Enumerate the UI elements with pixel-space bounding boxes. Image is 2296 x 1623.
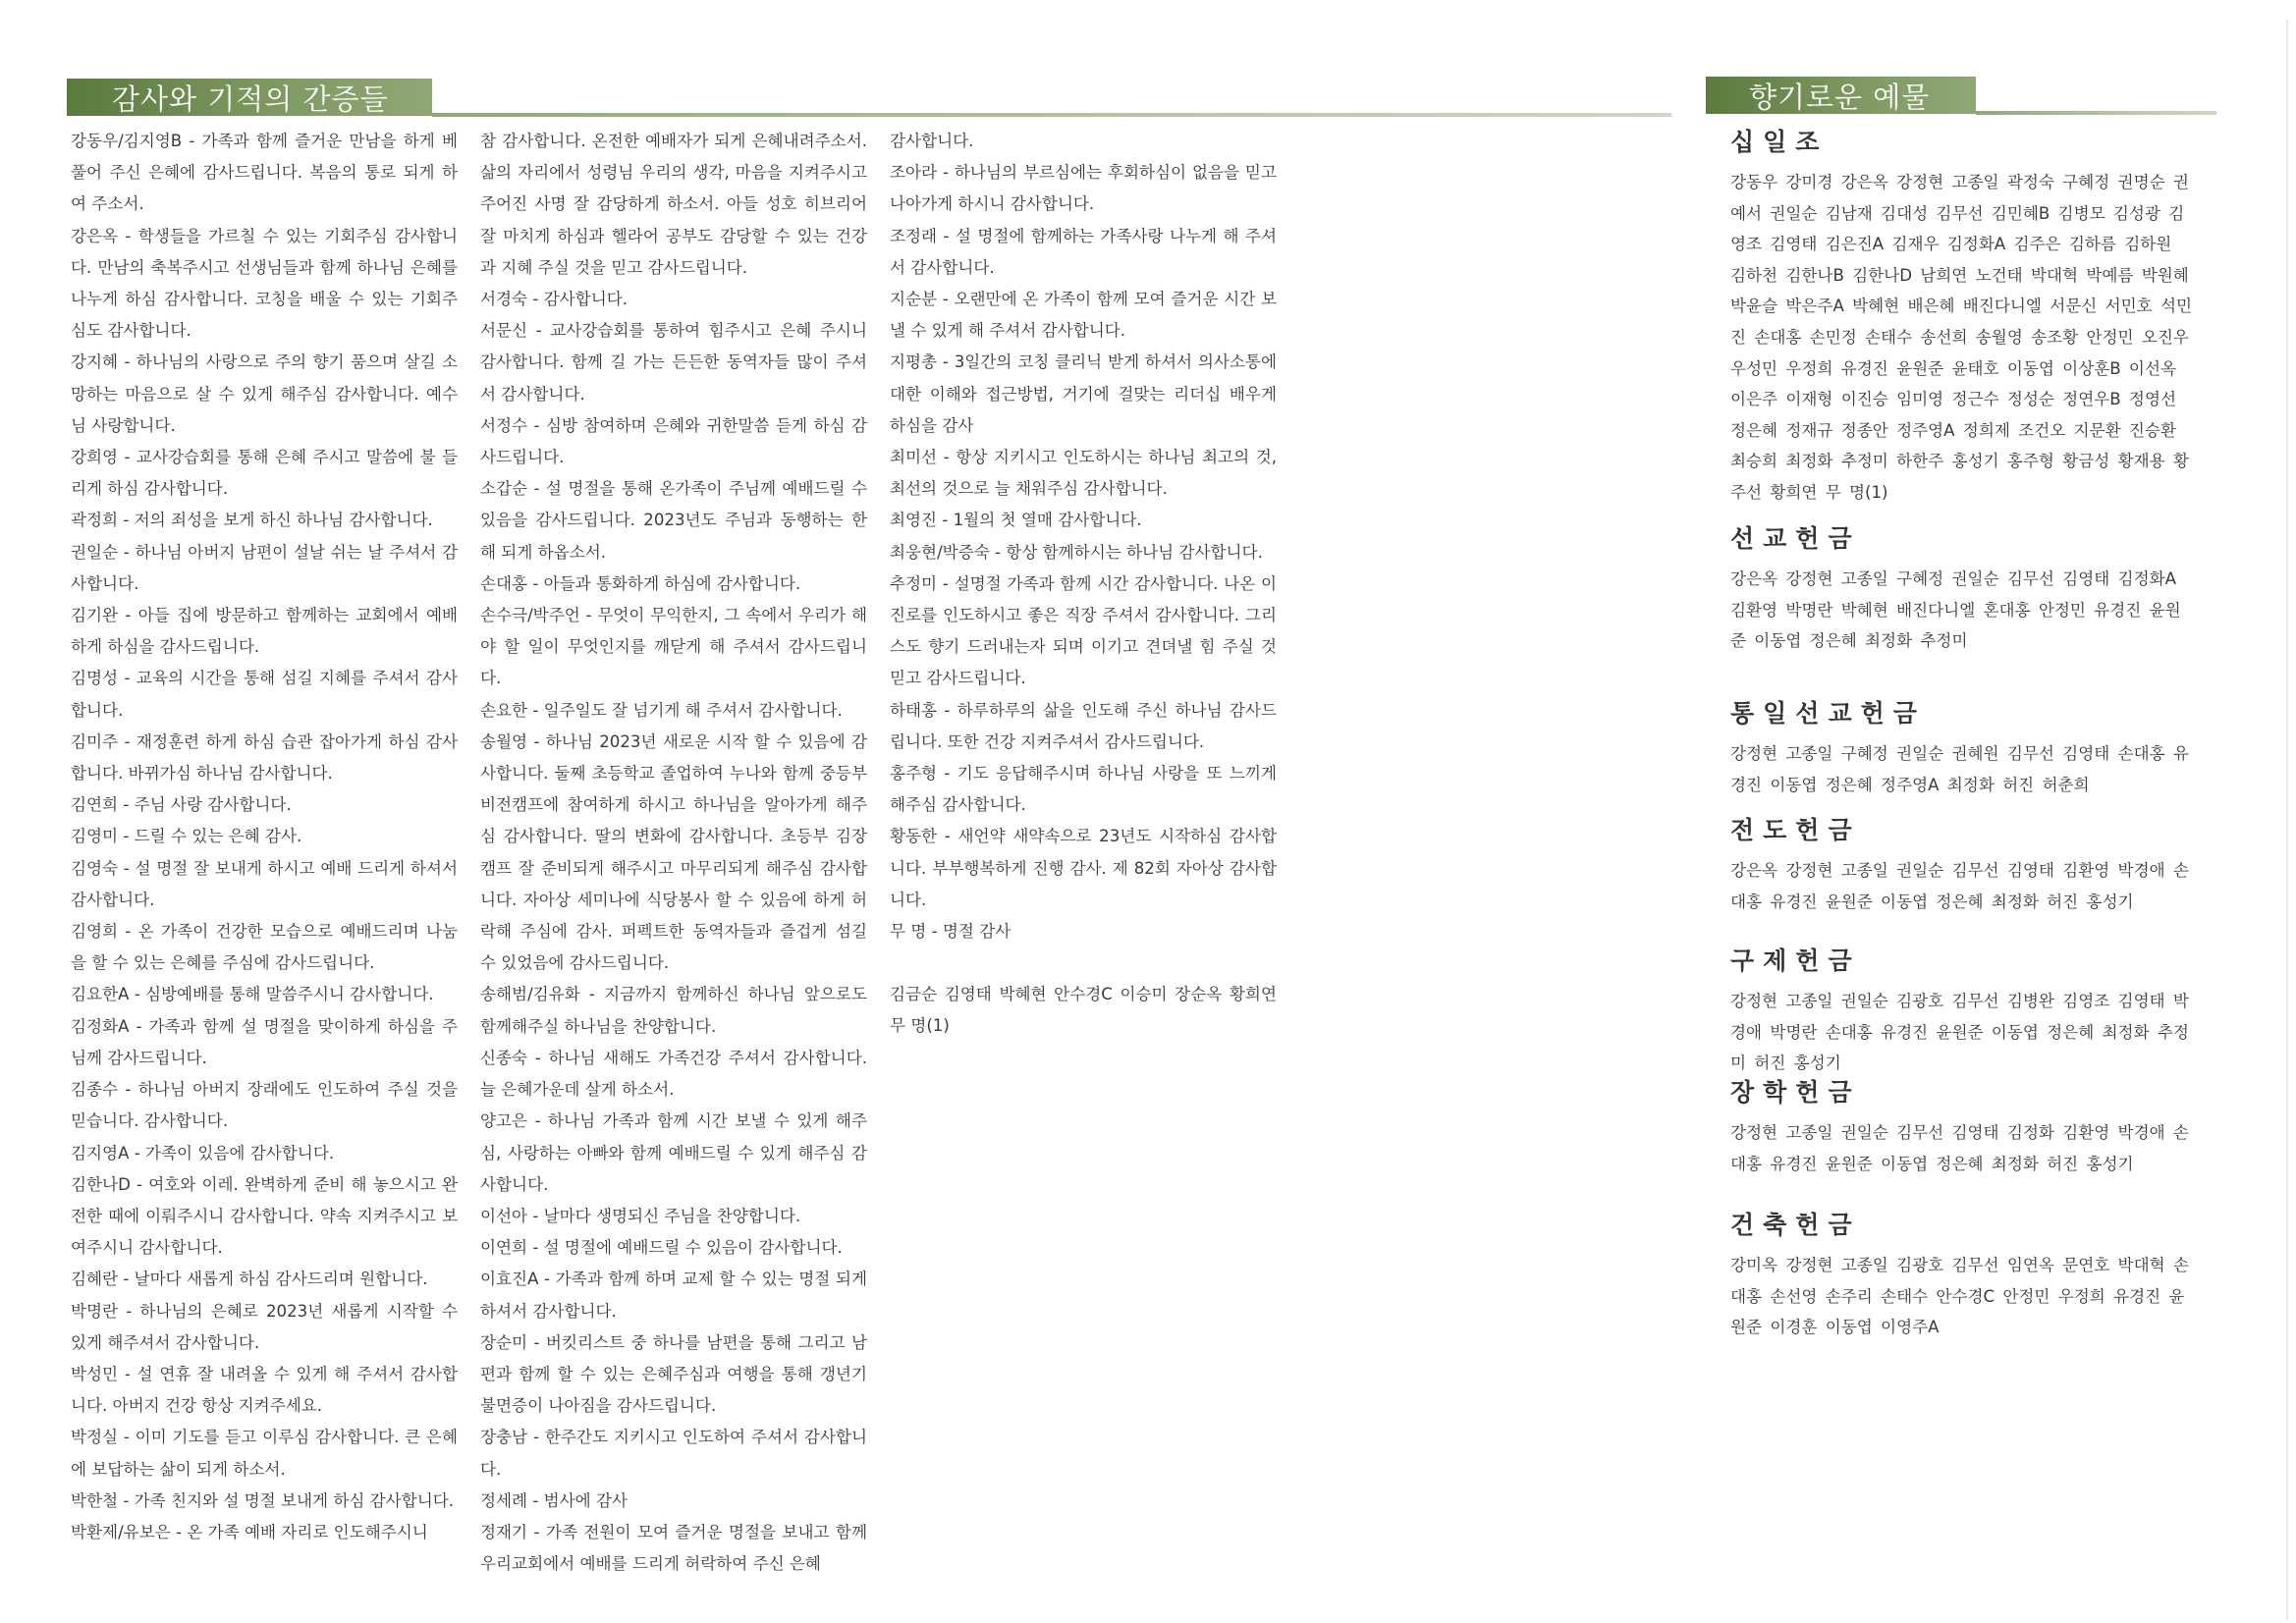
testimony-column-3 [890,126,1277,1043]
testimony-entry: 무 명 - 명절 감사 [890,922,1011,942]
testimony-entry: 김지영A - 가족이 있음에 감사합니다. [71,1143,335,1163]
testimony-entry: 정세례 - 범사에 감사 [480,1490,629,1510]
offering-section [1730,697,2192,800]
testimony-entry: 박성민 - 설 연휴 잘 내려올 수 있게 해 주셔서 감사합니다. 아버지 건강 항상 지켜주세요. [71,1364,458,1416]
testimony-entry: 김영숙 - 설 명절 잘 보내게 하시고 예배 드리게 하셔서 감사합니다. [71,858,458,909]
testimony-entry: 서경숙 - 감사합니다. [480,290,629,309]
testimony-entry: 박명란 - 하나님의 은혜로 2023년 새롭게 시작할 수 있게 해주셔서 감사합니다. [71,1301,458,1352]
offering-section-title: 전도헌금 [1730,816,1861,844]
offering-section [1730,1076,2192,1179]
testimony-entry: 서문신 - 교사강습회를 통하여 힘주시고 은혜 주시니 감사합니다. 함께 길 가는 든든한 동역자들 많이 주셔서 감사합니다. [480,321,867,404]
testimony-entry: 양고은 - 하나님 가족과 함께 시간 보낼 수 있게 해주심, 사랑하는 아빠와 함께 예배드릴 수 있게 해주심 감사합니다. [480,1111,867,1194]
testimony-entry: 지평총 - 3일간의 코칭 클리닉 받게 하셔서 의사소통에 대한 이해와 접근방법, 거기에 걸맞는 리더십 배우게 하심을 감사 [890,352,1277,435]
offering-donor-names: 강은옥 강정현 고종일 구혜정 권일순 김무선 김영태 김정화A 김환영 박명란 박혜현 배진다니엘 혼대홍 안정민 유경진 윤원준 이동엽 정은혜 최정화 추정미 [1730,569,2181,651]
offering-donor-names: 강미옥 강정현 고종일 김광호 김무선 임연옥 문연호 박대혁 손대홍 손선영 손주리 손태수 안수경C 안정민 우정희 유경진 윤원준 이경훈 이동엽 이영주A [1730,1256,2189,1337]
testimony-entry: 신종숙 - 하나님 새해도 가족건강 주셔서 감사합니다. 늘 은혜가운데 살게 하소서. [480,1048,867,1100]
testimony-entry: 서정수 - 심방 참여하며 은혜와 귀한말씀 듣게 하심 감사드립니다. [480,415,867,467]
testimony-entry: 하태홍 - 하루하루의 삶을 인도해 주신 하나님 감사드립니다. 또한 건강 지켜주셔서 감사드립니다. [890,700,1277,751]
testimony-entry: 손요한 - 일주일도 잘 넘기게 해 주셔서 감사합니다. [480,700,843,720]
testimony-column-3-entries [890,126,1277,947]
testimony-column-2 [480,126,867,1580]
offering-section [1730,1209,2192,1343]
testimony-entry: 강희영 - 교사강습회를 통해 은혜 주시고 말씀에 불 들리게 하심 감사합니다. [71,448,458,499]
testimony-entry: 강동우/김지영B - 가족과 함께 즐거운 만남을 하게 베풀어 주신 은혜에 감사드립니다. 복음의 통로 되게 하여 주소서. [71,132,458,214]
testimony-entry: 강지혜 - 하나님의 사랑으로 주의 향기 품으며 살길 소망하는 마음으로 살 수 있게 해주심 감사합니다. 예수님 사랑합니다. [71,352,458,435]
page-edge-line [2286,20,2288,1620]
testimony-entry: 김미주 - 재정훈련 하게 하심 습관 잡아가게 하심 감사합니다. 바뀌가심 하나님 감사합니다. [71,731,458,784]
testimony-entry: 손대홍 - 아들과 통화하게 하심에 감사합니다. [480,573,801,593]
testimony-header [67,79,432,116]
testimony-entry: 김한나D - 여호와 이레. 완벽하게 준비 해 놓으시고 완전한 때에 이뤄주시니 감사합니다. 약속 지켜주시고 보여주시니 감사합니다. [71,1174,458,1258]
testimony-entry: 김연희 - 주님 사랑 감사합니다. [71,795,292,815]
offering-section-title: 건축헌금 [1730,1211,1861,1239]
testimony-entry: 김종수 - 하나님 아버지 장래에도 인도하여 주실 것을 믿습니다. 감사합니다. [71,1080,458,1131]
testimony-entry: 조아라 - 하나님의 부르심에는 후회하심이 없음을 믿고 나아가게 하시니 감사합니다. [890,163,1277,214]
anonymous-donor-names: 김금순 김영태 박혜현 안수경C 이승미 장순옥 황희연 무 명(1) [890,985,1277,1036]
testimony-header-rule [432,113,1671,117]
offering-donor-names: 강동우 강미경 강은옥 강정현 고종일 곽정숙 구혜정 권명순 권예서 권일순 김남재 김대성 김무선 김민혜B 김병모 김성광 김영조 김영태 김은진A 김재우 김정화A 김주은 김하름 김하원 김하천 김한나B 김한나D 남희연 노건태 박대혁 박예름 박원혜 박윤슬 박은주A 박혜현 배은혜 배진다니엘 서문신 서민호 석민진 손대홍 손민정 손태수 송선희 송월영 송조황 안정민 오진우 우성민 우정희 유경진 윤원준 윤태호 이동엽 이상훈B 이선옥 이은주 이재형 이진승 임미영 정근수 정성순 정연우B 정영선 정은혜 정재규 정종안 정주영A 정희제 조건오 지문환 진승환 최승희 최정화 추정미 하한주 홍성기 홍주형 황금성 황재용 황주선 황희연 무 명(1) [1730,173,2193,502]
testimony-entry: 김혜란 - 날마다 새롭게 하심 감사드리며 원합니다. [71,1270,428,1289]
testimony-entry: 강은옥 - 학생들을 가르칠 수 있는 기회주심 감사합니다. 만남의 축복주시고 선생님들과 함께 하나님 은혜를 나누게 하심 감사합니다. 코칭을 배울 수 있는 기회주심도 감사합니다. [71,226,458,341]
offering-section [1730,522,2192,657]
testimony-entry: 황동한 - 새언약 새약속으로 23년도 시작하심 감사합니다. 부부행복하게 진행 감사. 제 82회 자아상 감사합니다. [890,827,1277,909]
offering-header-rule [1976,111,2216,115]
testimony-entry: 장순미 - 버킷리스트 중 하나를 남편을 통해 그리고 남편과 함께 할 수 있는 은혜주심과 여행을 통해 갱년기 불면증이 나아짐을 감사드립니다. [480,1332,867,1416]
offering-header [1706,77,1976,114]
testimony-entry: 조정래 - 설 명절에 함께하는 가족사랑 나누게 해 주셔서 감사합니다. [890,226,1277,277]
testimony-entry: 최영진 - 1월의 첫 열매 감사합니다. [890,511,1142,530]
testimony-entry: 김명성 - 교육의 시간을 통해 섬길 지혜를 주셔서 감사합니다. [71,669,458,720]
testimony-entry: 소갑순 - 설 명절을 통해 온가족이 주님께 예배드릴 수 있음을 감사드립니다. 2023년도 주님과 동행하는 한해 되게 하옵소서. [480,479,867,562]
testimony-entry: 박정실 - 이미 기도를 듣고 이루심 감사합니다. 큰 은혜에 보답하는 삶이 되게 하소서. [71,1428,458,1479]
offering-section-title: 십일조 [1730,128,1829,156]
testimony-entry: 송월영 - 하나님 2023년 새로운 시작 할 수 있음에 감사합니다. 둘째 초등학교 졸업하여 누나와 함께 중등부 비전캠프에 참여하게 하시고 하나님을 알아가게 해주심 감사합니다. 딸의 변화에 감사합니다. 초등부 김장캠프 잘 준비되게 해주시고 마무리되게 해주심 감사합니다. 자아상 세미나에 식당봉사 할 수 있음에 하게 허락해 주심에 감사. 퍼펙트한 동역자들과 즐겁게 섬길 수 있었음에 감사드립니다. [480,731,867,973]
testimony-entry: 정재기 - 가족 전원이 모여 즐거운 명절을 보내고 함께 우리교회에서 예배를 드리게 허락하여 주신 은혜 [480,1522,867,1574]
testimony-entry: 추정미 - 설명절 가족과 함께 시간 감사합니다. 나온 이 진로를 인도하시고 좋은 직장 주셔서 감사합니다. 그리스도 향기 드러내는자 되며 이기고 견뎌낼 힘 주실 것 믿고 감사드립니다. [890,573,1277,688]
testimony-entry: 김영미 - 드릴 수 있는 은혜 감사. [71,827,302,846]
testimony-entry: 박환제/유보은 - 온 가족 예배 자리로 인도해주시니 [71,1522,428,1542]
testimony-entry: 이선아 - 날마다 생명되신 주님을 찬양합니다. [480,1206,801,1225]
testimony-entry: 송해범/김유화 - 지금까지 함께하신 하나님 앞으로도 함께해주실 하나님을 찬양합니다. [480,985,867,1036]
offering-section [1730,814,2192,917]
testimony-entry: 감사합니다. [890,132,974,150]
offering-header-title: 향기로운 예물 [1706,77,1976,114]
offering-donor-names: 강정현 고종일 권일순 김무선 김영태 김정화 김환영 박경애 손대홍 유경진 윤원준 이동엽 정은혜 최정화 허진 홍성기 [1730,1123,2189,1173]
offering-section-title: 구제헌금 [1730,947,1861,975]
testimony-entry: 김정화A - 가족과 함께 설 명절을 맞이하게 하심을 주님께 감사드립니다. [71,1016,458,1067]
offering-section-title: 통일선교헌금 [1730,699,1926,728]
testimony-entry: 박한철 - 가족 친지와 설 명절 보내게 하심 감사합니다. [71,1490,455,1510]
offering-section-title: 선교헌금 [1730,524,1861,553]
testimony-entry: 지순분 - 오랜만에 온 가족이 함께 모여 즐거운 시간 보낼 수 있게 해 주셔서 감사합니다. [890,290,1277,341]
testimony-entry: 최미선 - 항상 지키시고 인도하시는 하나님 최고의 것, 최선의 것으로 늘 채워주심 감사합니다. [890,448,1277,499]
testimony-entry: 최웅현/박증숙 - 항상 함께하시는 하나님 감사합니다. [890,542,1263,562]
testimony-entry: 곽정희 - 저의 죄성을 보게 하신 하나님 감사합니다. [71,511,433,530]
testimony-entry: 김기완 - 아들 집에 방문하고 함께하는 교회에서 예배하게 하심을 감사드립니다. [71,606,458,657]
testimony-entry: 홍주형 - 기도 응답해주시며 하나님 사랑을 또 느끼게 해주심 감사합니다. [890,764,1277,815]
testimony-column-1 [71,126,458,1548]
testimony-entry: 손수극/박주언 - 무엇이 무익한지, 그 속에서 우리가 해야 할 일이 무엇인지를 깨닫게 해 주셔서 감사드립니다. [480,606,867,688]
offering-section [1730,945,2192,1079]
testimony-entry: 이효진A - 가족과 함께 하며 교제 할 수 있는 명절 되게 하셔서 감사합니다. [480,1270,867,1321]
offering-section [1730,126,2192,509]
testimony-entry: 권일순 - 하나님 아버지 남편이 설날 쉬는 날 주셔서 감사합니다. [71,542,458,593]
testimony-header-title: 감사와 기적의 간증들 [67,79,432,116]
testimony-entry: 참 감사합니다. 온전한 예배자가 되게 은혜내려주소서. 삶의 자리에서 성령님 우리의 생각, 마음을 지켜주시고 주어진 사명 잘 감당하게 하소서. 아들 성호 히브리어 잘 마치게 하심과 헬라어 공부도 감당할 수 있는 건강과 지혜 주실 것을 믿고 감사드립니다. [480,132,867,277]
testimony-entry: 김요한A - 심방예배를 통해 말씀주시니 감사합니다. [71,985,434,1004]
offering-section-title: 장학헌금 [1730,1078,1861,1107]
testimony-entry: 김영희 - 온 가족이 건강한 모습으로 예배드리며 나눔을 할 수 있는 은혜를 주심에 감사드립니다. [71,922,458,973]
offering-donor-names: 강은옥 강정현 고종일 권일순 김무선 김영태 김환영 박경애 손대홍 유경진 윤원준 이동엽 정은혜 최정화 허진 홍성기 [1730,861,2189,911]
offering-donor-names: 강정현 고종일 구혜정 권일순 권혜원 김무선 김영태 손대홍 유경진 이동엽 정은혜 정주영A 최정화 허진 허춘희 [1730,744,2189,794]
testimony-entry: 이연희 - 설 명절에 예배드릴 수 있음이 감사합니다. [480,1238,843,1258]
testimony-entry: 장충남 - 한주간도 지키시고 인도하여 주셔서 감사합니다. [480,1428,867,1479]
offering-donor-names: 강정현 고종일 권일순 김광호 김무선 김병완 김영조 김영태 박경애 박명란 손대홍 유경진 윤원준 이동엽 정은혜 최정화 추정미 허진 홍성기 [1730,992,2189,1073]
